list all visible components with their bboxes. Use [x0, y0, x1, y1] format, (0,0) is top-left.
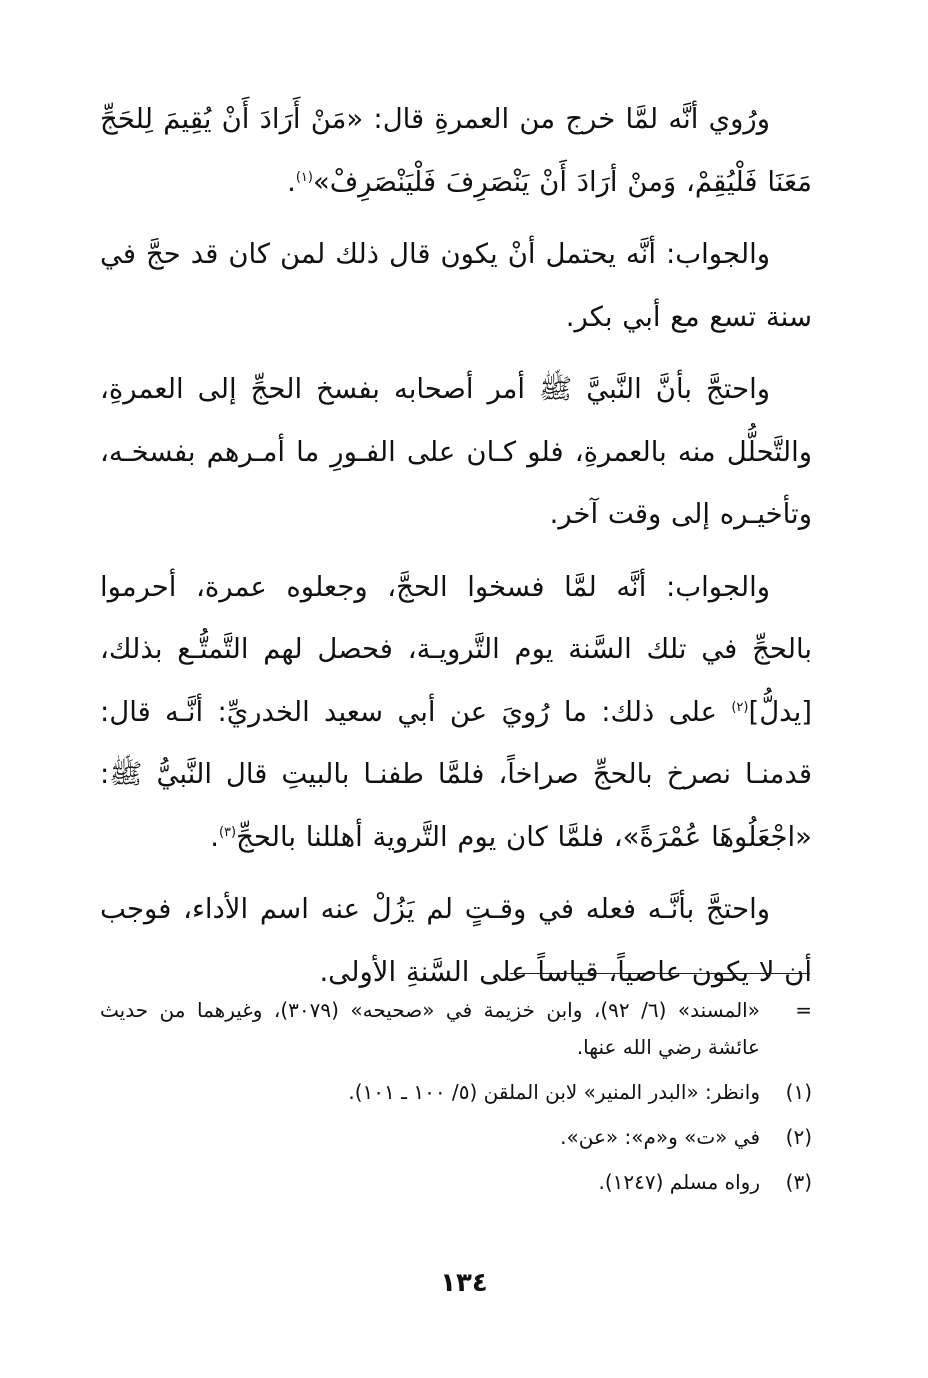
paragraph-1 [100, 88, 812, 213]
footnote-number: (٢) [785, 1125, 812, 1149]
footnote-1 [100, 1074, 812, 1111]
footnote-text: وانظر: «البدر المنير» لابن الملقن (٥/ ١٠٠ ـ ١٠١). [348, 1080, 760, 1104]
paragraph-1-text: ورُوي أنَّه لمَّا خرج من العمرةِ قال: «مَنْ أَرَادَ أَنْ يُقِيمَ لِلحَجِّ مَعَنَا فَلْيُقِمْ، وَمنْ أرَادَ أَنْ يَنْصَرِفَ فَلْيَنْصَرِفْ» [100, 103, 812, 198]
footnote-marker-1: (١) [295, 169, 313, 185]
paragraph-3 [100, 358, 812, 546]
paragraph-1-tail: . [287, 165, 296, 198]
footnote-2 [100, 1119, 812, 1156]
paragraph-4-text: والجواب: أنَّه لمَّا فسخوا الحجَّ، وجعلوه عمرة، أحرموا بالحجِّ في تلك السَّنة يوم التَّرويـة، فحصل لهم التَّمتُّـع بذلك، [يدلُّ] [100, 570, 812, 728]
footnotes [100, 992, 812, 1209]
footnote-marker-3: (٣) [218, 824, 237, 840]
footnote-number: (١) [785, 1080, 812, 1104]
footnote-3 [100, 1164, 812, 1201]
footnote-text: «المسند» (٦/ ٩٢)، وابن خزيمة في «صحيحه» (٣٠٧٩)، وغيرهما من حديث عائشة رضي الله عنها. [100, 998, 760, 1059]
paragraph-2-text: والجواب: أنَّه يحتمل أنْ يكون قال ذلك لمن كان قد حجَّ في سنة تسع مع أبي بكر. [100, 238, 812, 333]
main-text-body [100, 88, 812, 1013]
footnote-text: في «ت» و«م»: «عن». [560, 1125, 760, 1149]
page-number: ١٣٤ [440, 1268, 488, 1298]
footnote-separator-rule [510, 973, 810, 974]
footnote-continued [100, 992, 812, 1066]
paragraph-4-tail-2: . [210, 820, 219, 853]
footnote-number: (٣) [785, 1170, 812, 1194]
paragraph-5 [100, 878, 812, 1003]
footnote-text: رواه مسلم (١٢٤٧). [598, 1170, 760, 1194]
paragraph-4-tail: على ذلك: ما رُويَ عن أبي سعيد الخدريِّ: أنَّـه قال: قدمنـا نصرخ بالحجِّ صراخاً، فلمَّا طفنـا بالبيتِ قال النَّبيُّ ﷺ: «اجْعَلُوهَا عُمْرَةً»، فلمَّا كان يوم التَّروية أهللنا بالحجِّ [100, 695, 812, 853]
paragraph-2 [100, 223, 812, 348]
paragraph-5-text: واحتجَّ بأنَّـه فعله في وقـتٍ لم يَزُلْ عنه اسم الأداء، فوجب أن لا يكون عاصياً، قياساً على السَّنةِ الأولى. [100, 893, 812, 988]
footnote-marker-2: (٢) [731, 699, 749, 715]
paragraph-4 [100, 556, 812, 869]
footnote-number: = [795, 998, 812, 1022]
paragraph-3-text: واحتجَّ بأنَّ النَّبيَّ ﷺ أمر أصحابه بفسخ الحجِّ إلى العمرةِ، والتَّحلُّل منه بالعمرةِ، فلو كـان على الفـورِ ما أمـرهم بفسخـه، وتأخيـره إلى وقت آخر. [100, 373, 812, 530]
